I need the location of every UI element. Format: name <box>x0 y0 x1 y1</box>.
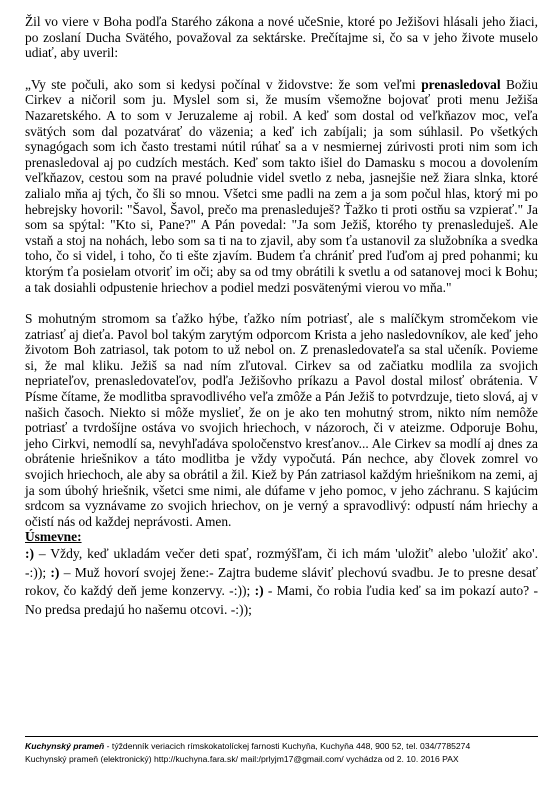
spacer <box>25 295 538 311</box>
quote-paragraph <box>25 77 538 295</box>
footer-line-2: Kuchynský prameň (elektronický) http://kuchyna.fara.sk/ mail:/prlyjm17@gmail.com/ vychádza od 2. 10. 2016 PAX <box>25 754 459 764</box>
quote-bold-word: prenasledoval <box>421 76 501 92</box>
smile-marker: :) <box>254 583 264 599</box>
smiles-jokes <box>25 545 538 619</box>
footer <box>25 736 538 766</box>
body-paragraph: S mohutným stromom sa ťažko hýbe, ťažko ním potriasť, ale s malíčkym stromčekom vie zatriasť aj dieťa. Pavol bol takým zarytým odporcom Krista a jeho nasledovníkov, ale keď jeho životom Boh zatriasol, tak potom to už nebol on. Z prenasledovateľa sa stal učeník. Povieme si, že mal kliku. Ježiš sa nad ním zľutoval. Cirkev sa od začiatku modlila za svojich nepriateľov, prenasledovateľov, podľa Ježišovho príkazu a Pavol dostal milosť obrátenia. V Písme čítame, že modlitba spravodlivého veľa zmôže a Pán Ježiš to potvrdzuje, tieto slová, aj v našich časoch. Niekto si môže myslieť, že on je ako ten mohutný strom, nikto ním nemôže potriasť a tvrdošíjne ostáva vo svojich hriechoch, v názoroch, či v ateizme. Odporuje Bohu, jeho Cirkvi, nemodlí sa, nevyhľadáva spoločenstvo kresťanov... Ale Cirkev sa modlí aj dnes za obrátenie hriešnikov a táto modlitba je vždy vypočutá. Pán nechce, aby človek zomrel vo svojich hriechoch, ale aby sa obrátil a žil. Kiež by Pán zatriasol každým hriešnikom na zemi, aj ja som úbohý hriešnik, všetci sme nimi, ale dúfame v jeho pomoc, v jeho záchranu. S kajúcim srdcom sa vyznávame zo svojich hriechov, on je verný a spravodlivý: odpustí nám hriechy a očistí nás od každej neprávosti. Amen. <box>25 311 538 529</box>
quote-text-start: „Vy ste počuli, ako som si kedysi počínal v židovstve: že som veľmi <box>25 76 422 92</box>
spacer <box>25 61 538 77</box>
quote-text-rest: Božiu Cirkev a ničoril som ju. Myslel som si, že musím všemožne bojovať proti menu Ježiša Nazaretského. A to som v Jeruzaleme aj robil. A keď som dostal od veľkňazov moc, veľa svätých som dal pozatvárať do väzenia; a keď ich zabíjali; ja som súhlasil. Po všetkých synagógach som ich často trestami nútil rúhať sa a v nesmiernej zúrivosti proti nim som ich prenasledoval aj po cudzích mestách. Keď som takto išiel do Damasku s mocou a dovolením veľkňazov, cestou som na pravé poludnie videl svetlo z neba, jasnejšie než žiara slnka, ktoré zalialo mňa aj tých, čo šli so mnou. Všetci sme padli na zem a ja som počul hlas, ktorý mi po hebrejsky hovoril: "Šavol, Šavol, prečo ma prenasleduješ? Ťažko ti proti ostňu sa vzpierať." Ja som sa spýtal: "Kto si, Pane?" A Pán povedal: "Ja som Ježiš, ktorého ty prenasleduješ. Ale vstaň a stoj na nohách, lebo som sa ti na to zjavil, aby som ťa ustanovil za služobníka a svedka toho, čo si videl, i toho, čo ti ešte zjavím. Budem ťa chrániť pred ľuďom aj pred pohanmi; ku ktorým ťa posielam otvoriť im oči; aby sa od tmy obrátili k svetlu a od satanovej moci k Bohu; a tak dosiahli odpustenie hriechov a podiel medzi posvätenými vierou vo mňa." <box>25 76 538 295</box>
smiles-title: Úsmevne: <box>25 529 82 545</box>
joke-1: – Vždy, keď ukladám večer deti spať, rozmýšľam, či ich mám 'uložiť' alebo 'uložiť ako'. -:)); <box>25 546 538 580</box>
joke-3: - Mami, čo robia ľudia keď sa im pokazí auto? - No predsa predajú ho našemu otcovi. -:)); <box>25 583 538 617</box>
article-content <box>25 14 538 619</box>
smile-marker: :) <box>25 546 35 561</box>
joke-2: – Muž hovorí svojej žene:- Zajtra budeme sláviť plechovú svadbu. Je to presne desať rokov, čo každý deň jeme konzervy. -:)); <box>25 564 538 599</box>
footer-publisher: - týždenník veriacich rímskokatolíckej farnosti Kuchyňa, Kuchyňa 448, 900 52, tel. 034/7785274 <box>104 741 471 751</box>
footer-line-1 <box>25 740 538 753</box>
smile-marker: :) <box>50 564 60 580</box>
footer-brand: Kuchynský prameň <box>25 741 105 751</box>
intro-paragraph: Žil vo viere v Boha podľa Starého zákona a nové učeSnie, ktoré po Ježišovi hlásali jeho žiaci, po zoslaní Ducha Svätého, považoval za sektárske. Prečítajme si, čo sa v jeho živote muselo udiať, aby uveril: <box>25 14 538 61</box>
